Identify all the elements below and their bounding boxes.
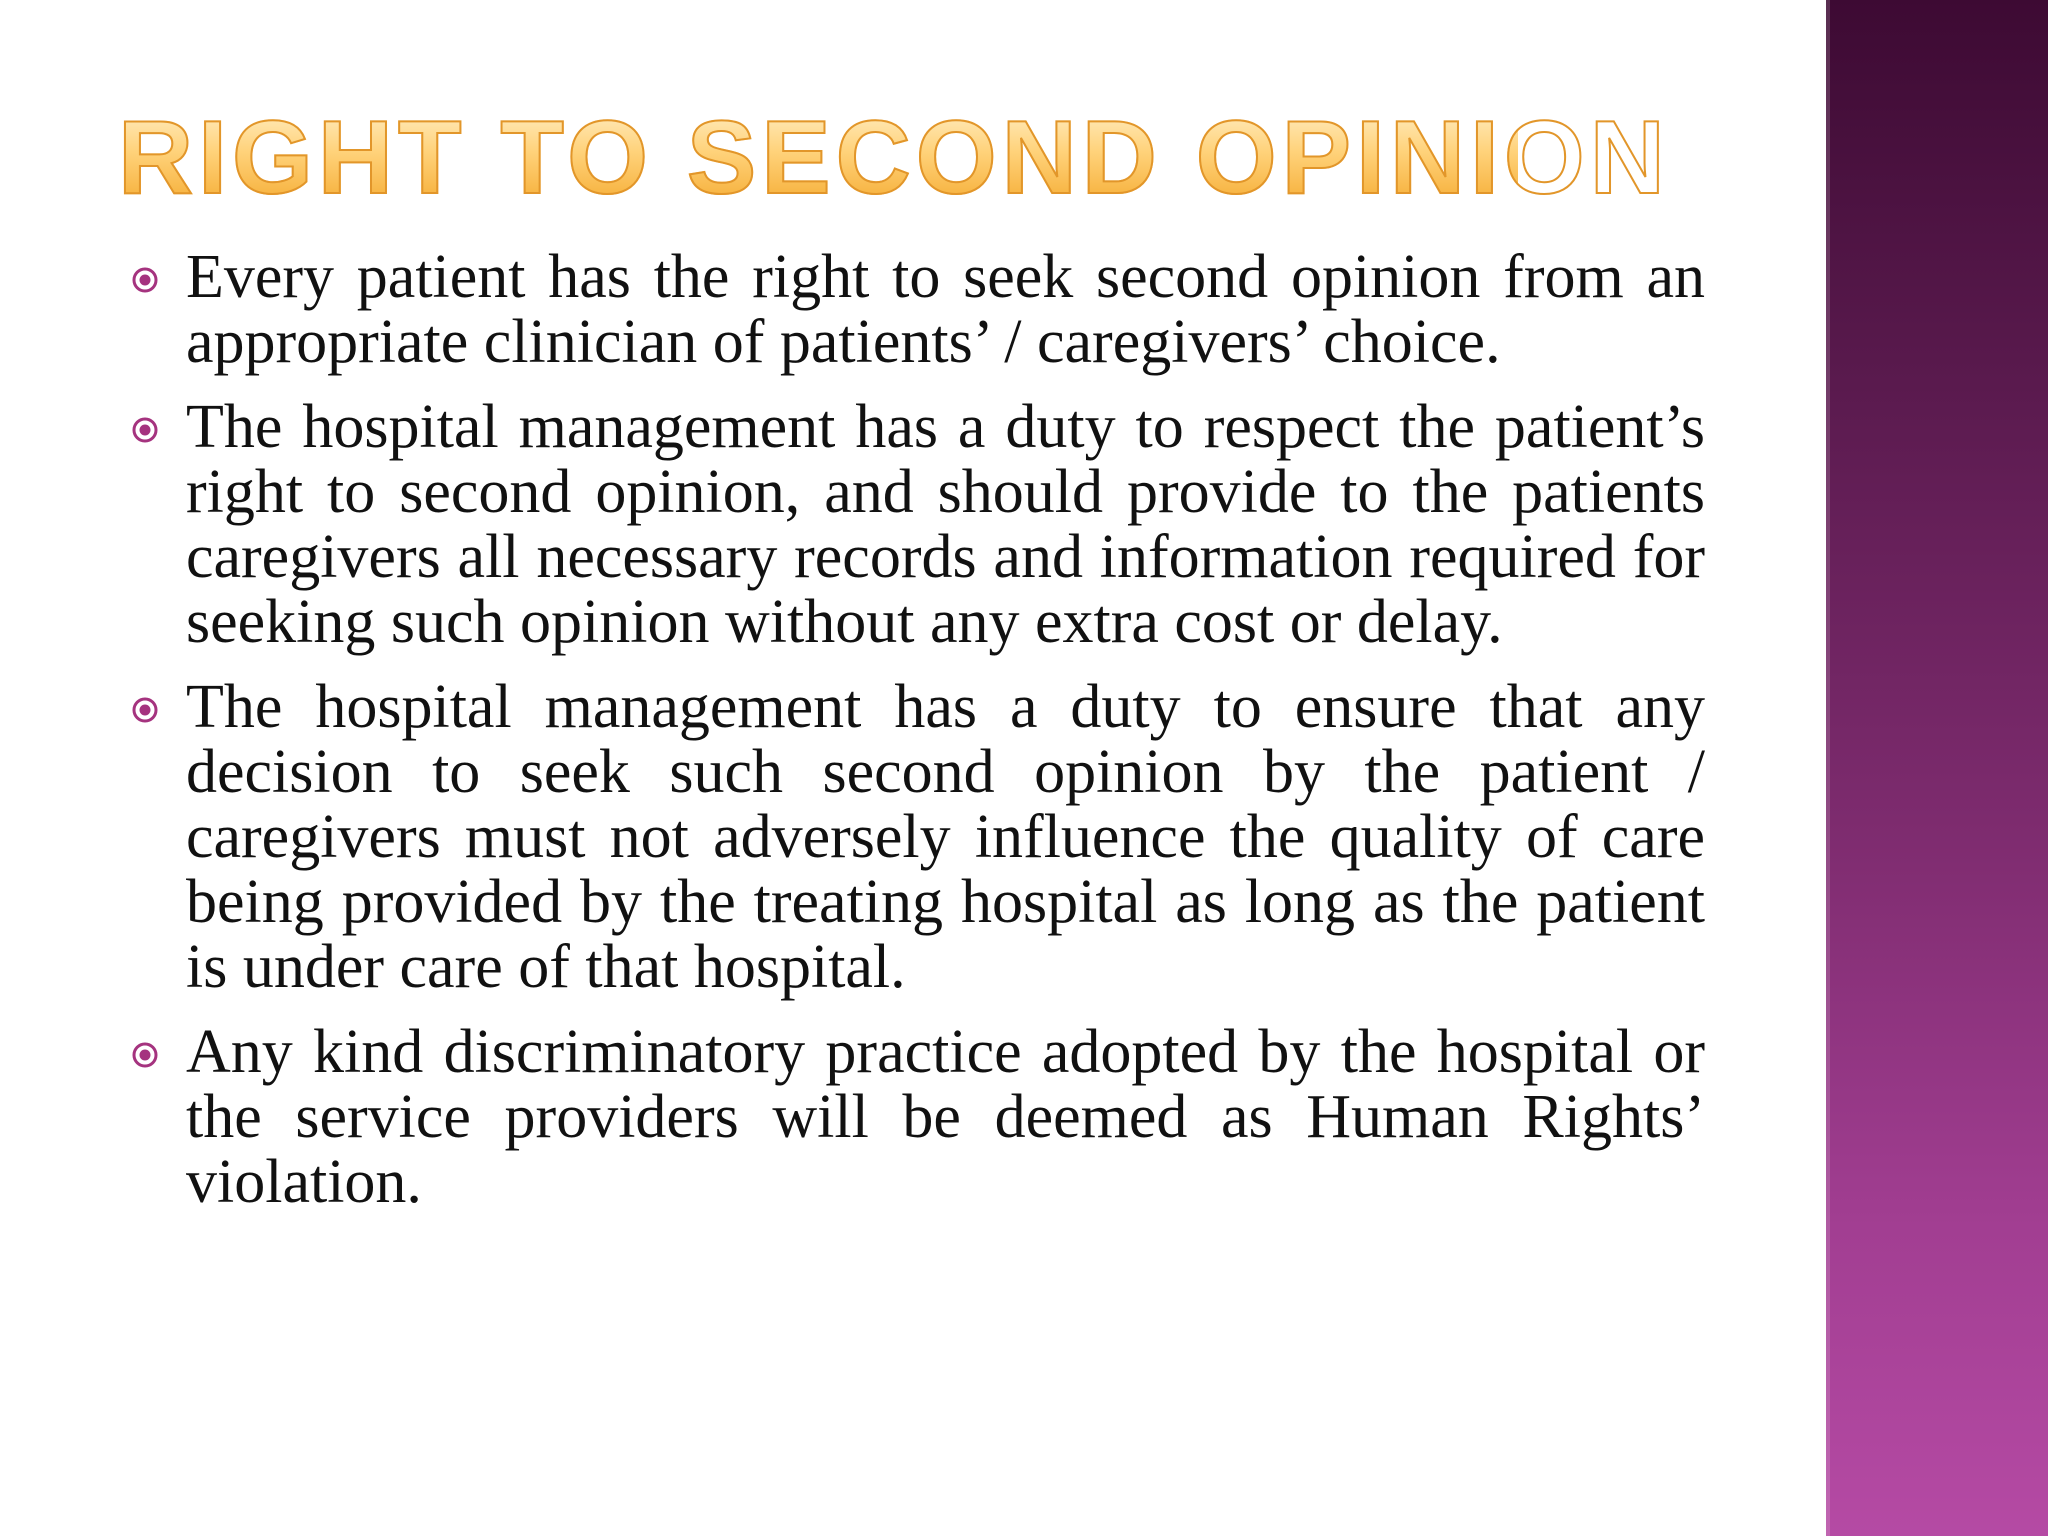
bullet-list — [130, 245, 1705, 1235]
bullet-text: Any kind discriminatory practice adopted by the hospital or the service providers will be deemed as Human Rights’ violation. — [186, 1018, 1705, 1216]
bullet-text: Every patient has the right to seek second opinion from an appropriate clinician of patients’ / caregivers’ choice. — [186, 243, 1705, 376]
bullet-text: The hospital management has a duty to ensure that any decision to seek such second opinion by the patient / caregivers must not adversely influence the quality of care being provided by the treating hospital as long as the patient is under care of that hospital. — [186, 673, 1705, 1001]
decorative-side-band — [1826, 0, 2048, 1536]
bullet-item — [130, 395, 1705, 655]
bullet-text: The hospital management has a duty to respect the patient’s right to second opinion, and should provide to the patients caregivers all necessary records and information required for seeking such opinion without any extra cost or delay. — [186, 393, 1705, 656]
circled-dot-icon — [132, 417, 158, 443]
circled-dot-icon — [132, 697, 158, 723]
bullet-item — [130, 675, 1705, 1000]
bullet-item — [130, 1020, 1705, 1215]
circled-dot-icon — [132, 1042, 158, 1068]
bullet-item — [130, 245, 1705, 375]
slide-title: RIGHT TO SECOND OPINION — [118, 100, 1670, 216]
circled-dot-icon — [132, 267, 158, 293]
